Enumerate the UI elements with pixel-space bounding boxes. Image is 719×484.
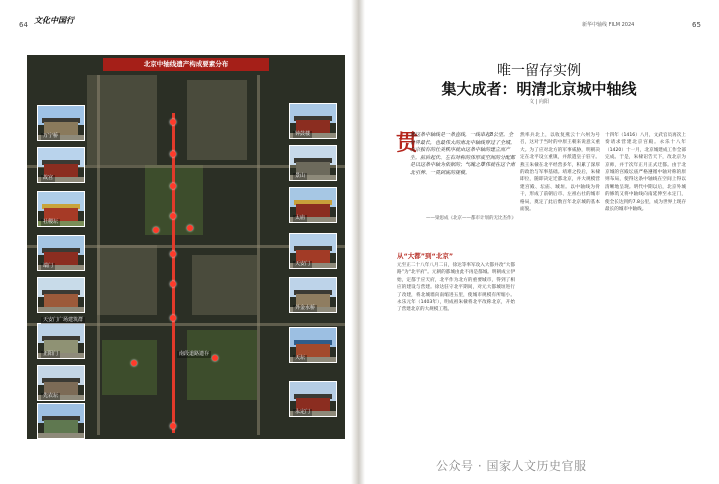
body-column-3: 十四年（1416）八月，文武官员再次上奏请求营建北京宫殿。永乐十八年（1420）十一月，北京城建成工作全部完成。于是，朱棣诏告天下，改北京为京师，并于次年正月正式迁都。由于北京城的宫殿坛庙严格遵循中轴对称的原则布局，使得这条中轴线在空间上得以清晰地呈现。明代中期以后，北京外城的修筑又将中轴线向南延伸至永定门，使全长达到约7.8公里，成为世界上现存最长的城市中轴线。 <box>605 133 686 213</box>
map-marker <box>153 227 159 233</box>
landmark-photo <box>37 403 85 439</box>
map-marker <box>170 281 176 287</box>
landmark-label: 端门 <box>43 263 54 269</box>
landmark-label: 天安门 <box>295 261 311 267</box>
article-title-line2: 集大成者：明清北京城中轴线 <box>441 80 637 98</box>
left-page-number: 64 <box>19 21 28 29</box>
landmark-label: 永定门 <box>295 409 311 415</box>
landmark-label: 南段道路遗存 <box>179 351 210 357</box>
map-marker <box>170 251 176 257</box>
landmark-label: 先农坛 <box>43 393 59 399</box>
article-title-line1: 唯一留存实例 <box>497 63 581 79</box>
map-title: 北京中轴线遗产构成要素分布 <box>103 58 269 71</box>
map-marker <box>131 360 137 366</box>
landmark-label: 社稷坛 <box>43 219 59 225</box>
section-heading: 从“大都”到“北京” <box>397 252 454 260</box>
landmark-label: 天坛 <box>295 355 306 361</box>
landmark-label: 天安门广场建筑群 <box>43 317 84 323</box>
body-column-2: 然率兵北上，以收复燕云十六州为号召，这对于当时的中原王朝来说意义重大。为了应对北方的军事威胁，明朝决定在北平设立重镇，并派遣皇子驻守。燕王朱棣在北平经营多年，积累了深厚的政治与军事基础。靖难之役后，朱棣即位，随即决定迁都北京，并大规模营建宫殿、坛庙、城垣。以中轴线为骨干，形成了前朝后市、左祖右社的城市格局，奠定了此后数百年北京城的基本面貌。 <box>520 133 600 213</box>
right-page-number: 65 <box>692 21 701 29</box>
body-column-1: 元至正二十八年八月二日，徐达等率军攻入大都并改“大都路”为“北平府”。元朝的都城由此不再是都城。明朝成立伊始，定都于应天府，北平作为北方的重要城市，得到了相应的建设与营建。徐达驻守北平期间，对元大都城垣进行了改建，将北城墙向南缩进五里，使城市规模有所缩小。永乐元年（1403年），明成祖朱棣将北平改称北京，开始了营建北京的大规模工程。 <box>397 263 515 313</box>
page-gutter <box>351 0 365 484</box>
drop-cap: 贯 <box>396 130 419 156</box>
landmark-label: 景山 <box>295 173 306 179</box>
running-head: 新华中轴线 FILM 2024 <box>582 22 635 28</box>
map-marker <box>170 213 176 219</box>
central-axis-line <box>172 113 175 433</box>
map-marker <box>170 423 176 429</box>
axis-map <box>27 55 345 439</box>
watermark: 公众号 · 国家人文历史官服 <box>436 459 587 473</box>
magazine-logo: 文化中国行 <box>34 15 74 25</box>
landmark-label: 外金水桥 <box>295 305 316 311</box>
landmark-label: 钟鼓楼 <box>295 131 311 137</box>
intro-quote-source: ——梁思成《北京——都市计划的无比杰作》 <box>426 216 516 221</box>
map-marker <box>170 315 176 321</box>
map-marker <box>170 119 176 125</box>
map-marker <box>170 183 176 189</box>
byline: 文 | 向阳 <box>529 99 549 105</box>
landmark-label: 太庙 <box>295 215 306 221</box>
map-marker <box>170 151 176 157</box>
landmark-label: 正阳门 <box>43 351 59 357</box>
intro-quote: 通这条中轴线是一条直线，一线串起8公里。全世界最长，也最伟大的南北中轴线穿过了全城。北京独有的壮美秩序就由这条中轴的建立而产生。前后起伏、左右对称的体形或空间的分配都是以这条中轴为依据的；气魄之雄伟就在这个南北引伸、一贯到底的规模。 <box>410 132 516 176</box>
landmark-photo <box>37 277 85 313</box>
landmark-label: 万宁桥 <box>43 133 59 139</box>
landmark-label: 故宫 <box>43 175 54 181</box>
map-marker <box>212 355 218 361</box>
map-marker <box>187 225 193 231</box>
